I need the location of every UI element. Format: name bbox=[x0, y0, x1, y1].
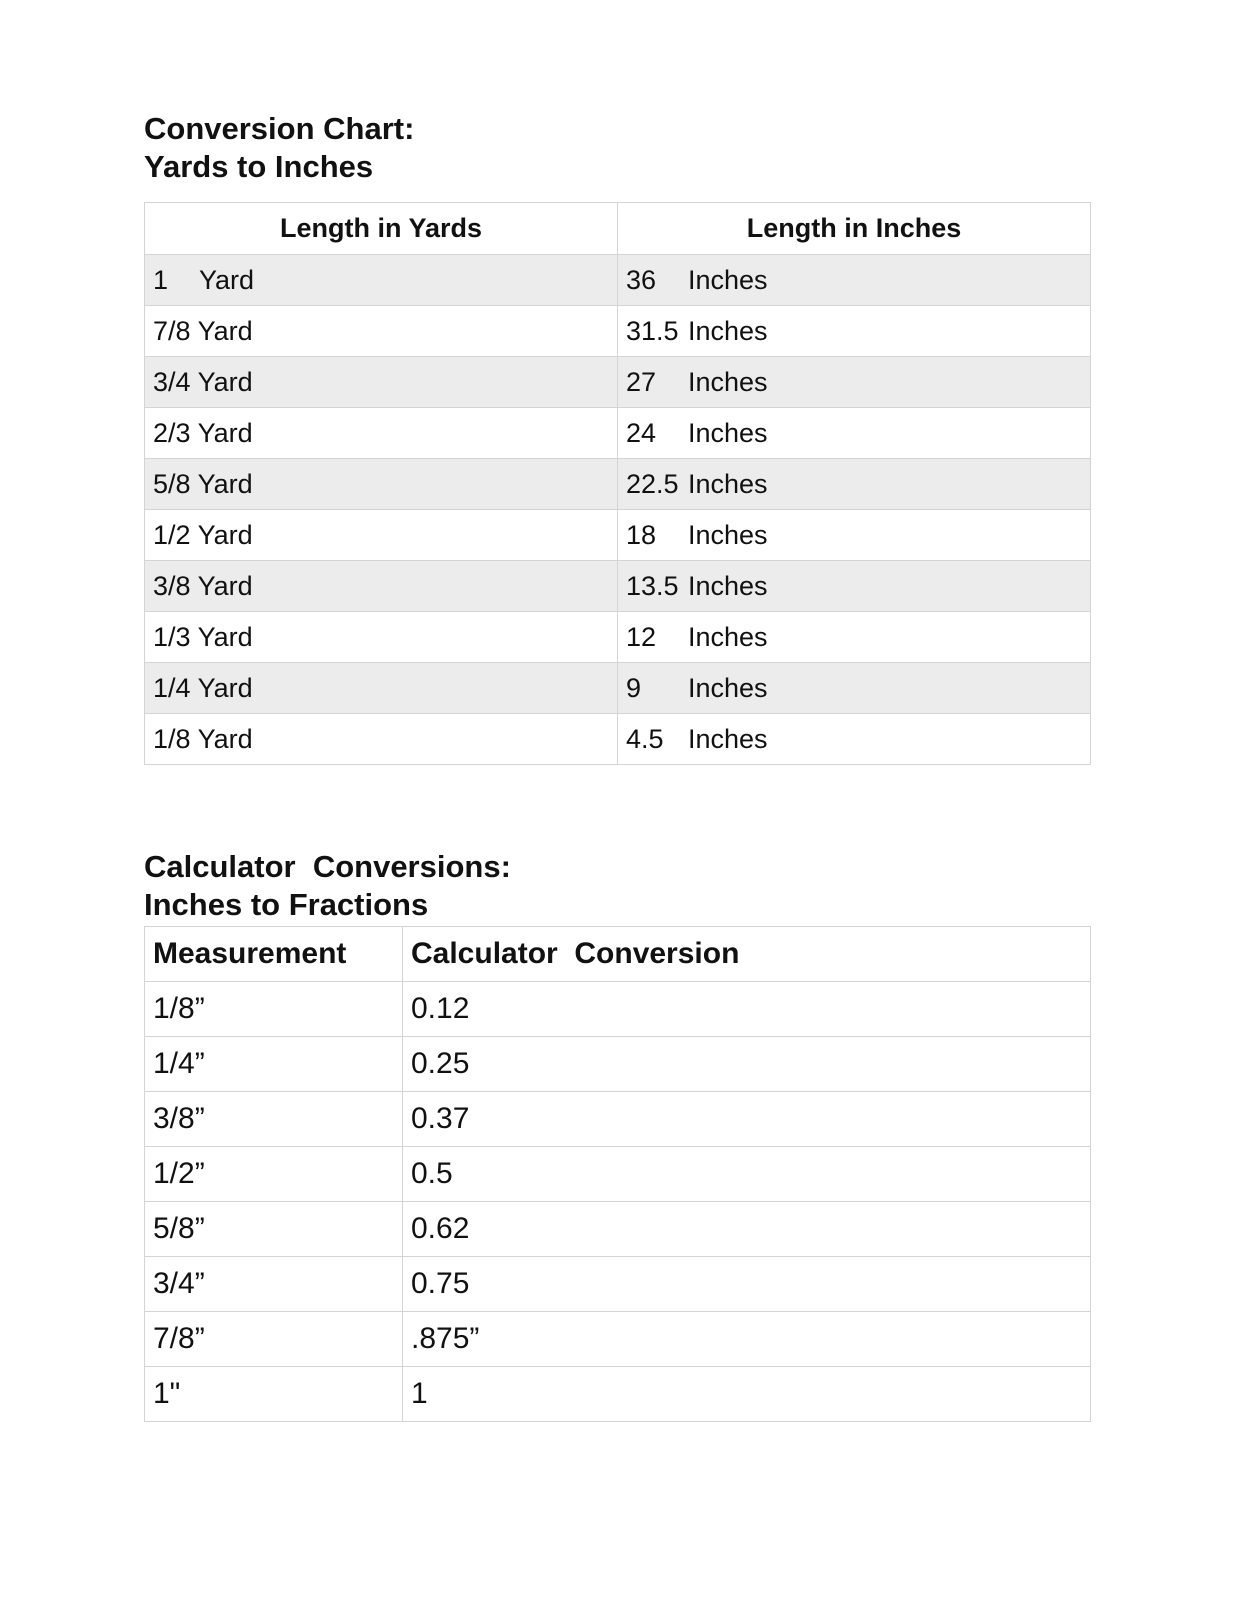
yards-value: 3/4 bbox=[153, 366, 191, 397]
inches-cell bbox=[618, 561, 1091, 612]
yards-value: 7/8 bbox=[153, 315, 191, 346]
table-row bbox=[145, 306, 1091, 357]
header-measurement: Measurement bbox=[145, 927, 403, 982]
yards-cell bbox=[145, 459, 618, 510]
measurement-cell: 7/8” bbox=[145, 1312, 403, 1367]
yards-cell bbox=[145, 357, 618, 408]
yards-cell bbox=[145, 255, 618, 306]
yards-unit: Yard bbox=[197, 366, 253, 397]
calculator-conversions-table bbox=[144, 926, 1091, 1422]
inches-cell bbox=[618, 255, 1091, 306]
yards-unit: Yard bbox=[197, 621, 253, 652]
inches-value: 27 bbox=[626, 366, 657, 397]
conversion-cell: .875” bbox=[403, 1312, 1091, 1367]
yards-value: 1/8 bbox=[153, 723, 191, 754]
inches-cell bbox=[618, 714, 1091, 765]
yards-value: 1/4 bbox=[153, 672, 191, 703]
measurement-cell: 1/4” bbox=[145, 1037, 403, 1092]
yards-cell bbox=[145, 408, 618, 459]
yards-value: 1/2 bbox=[153, 519, 191, 550]
table-row bbox=[145, 408, 1091, 459]
yards-value: 5/8 bbox=[153, 468, 191, 499]
yards-cell bbox=[145, 612, 618, 663]
conversion-cell: 0.25 bbox=[403, 1037, 1091, 1092]
measurement-cell: 3/8” bbox=[145, 1092, 403, 1147]
yards-unit: Yard bbox=[197, 417, 253, 448]
table-row bbox=[145, 255, 1091, 306]
yards-cell bbox=[145, 306, 618, 357]
inches-unit: Inches bbox=[688, 519, 768, 550]
yards-cell bbox=[145, 714, 618, 765]
title-line-2: Yards to Inches bbox=[144, 149, 374, 184]
inches-value: 18 bbox=[626, 519, 657, 550]
table-row bbox=[145, 459, 1091, 510]
conversion-cell: 1 bbox=[403, 1367, 1091, 1422]
yards-unit: Yard bbox=[197, 570, 253, 601]
conversion-cell: 0.62 bbox=[403, 1202, 1091, 1257]
yards-unit: Yard bbox=[197, 672, 253, 703]
table-row bbox=[145, 357, 1091, 408]
conversion-cell: 0.37 bbox=[403, 1092, 1091, 1147]
table-row bbox=[145, 510, 1091, 561]
measurement-cell: 3/4” bbox=[145, 1257, 403, 1312]
table-row bbox=[145, 612, 1091, 663]
inches-unit: Inches bbox=[688, 672, 768, 703]
table-row bbox=[145, 1367, 1091, 1422]
inches-unit: Inches bbox=[688, 264, 768, 295]
inches-cell bbox=[618, 612, 1091, 663]
inches-cell bbox=[618, 408, 1091, 459]
inches-cell bbox=[618, 459, 1091, 510]
yards-unit: Yard bbox=[197, 519, 253, 550]
inches-value: 31.5 bbox=[626, 315, 679, 346]
measurement-cell: 1" bbox=[145, 1367, 403, 1422]
inches-unit: Inches bbox=[688, 417, 768, 448]
yards-cell bbox=[145, 663, 618, 714]
yards-cell bbox=[145, 510, 618, 561]
inches-value: 4.5 bbox=[626, 723, 664, 754]
table-row bbox=[145, 561, 1091, 612]
yards-to-inches-table bbox=[144, 202, 1091, 765]
yards-value: 2/3 bbox=[153, 417, 191, 448]
measurement-cell: 5/8” bbox=[145, 1202, 403, 1257]
header-length-in-inches: Length in Inches bbox=[618, 203, 1091, 255]
table-row bbox=[145, 1257, 1091, 1312]
inches-unit: Inches bbox=[688, 468, 768, 499]
table-row bbox=[145, 1037, 1091, 1092]
inches-cell bbox=[618, 510, 1091, 561]
conversion-cell: 0.12 bbox=[403, 982, 1091, 1037]
table-row bbox=[145, 1312, 1091, 1367]
yards-unit: Yard bbox=[197, 468, 253, 499]
table-row bbox=[145, 1202, 1091, 1257]
yards-value: 1/3 bbox=[153, 621, 191, 652]
yards-value: 3/8 bbox=[153, 570, 191, 601]
title-line-1: Conversion Chart: bbox=[144, 111, 415, 146]
table-header-row bbox=[145, 203, 1091, 255]
yards-cell bbox=[145, 561, 618, 612]
inches-unit: Inches bbox=[688, 366, 768, 397]
header-length-in-yards: Length in Yards bbox=[145, 203, 618, 255]
inches-value: 13.5 bbox=[626, 570, 679, 601]
measurement-cell: 1/2” bbox=[145, 1147, 403, 1202]
inches-unit: Inches bbox=[688, 570, 768, 601]
inches-value: 12 bbox=[626, 621, 657, 652]
inches-unit: Inches bbox=[688, 315, 768, 346]
inches-value: 22.5 bbox=[626, 468, 679, 499]
yards-unit: Yard bbox=[197, 315, 253, 346]
inches-unit: Inches bbox=[688, 621, 768, 652]
inches-unit: Inches bbox=[688, 723, 768, 754]
yards-unit: Yard bbox=[199, 264, 255, 295]
title-line-1: Calculator Conversions: bbox=[144, 849, 511, 884]
title-line-2: Inches to Fractions bbox=[144, 887, 429, 922]
table-row bbox=[145, 714, 1091, 765]
table-row bbox=[145, 1092, 1091, 1147]
header-calculator-conversion: Calculator Conversion bbox=[403, 927, 1091, 982]
inches-to-fractions-title bbox=[144, 848, 511, 924]
measurement-cell: 1/8” bbox=[145, 982, 403, 1037]
inches-cell bbox=[618, 357, 1091, 408]
table-row bbox=[145, 1147, 1091, 1202]
inches-value: 36 bbox=[626, 264, 657, 295]
table-row bbox=[145, 663, 1091, 714]
inches-cell bbox=[618, 306, 1091, 357]
table-row bbox=[145, 982, 1091, 1037]
conversion-cell: 0.75 bbox=[403, 1257, 1091, 1312]
yards-unit: Yard bbox=[197, 723, 253, 754]
conversion-cell: 0.5 bbox=[403, 1147, 1091, 1202]
inches-value: 9 bbox=[626, 672, 642, 703]
yards-to-inches-title bbox=[144, 110, 414, 186]
table-header-row bbox=[145, 927, 1091, 982]
inches-value: 24 bbox=[626, 417, 657, 448]
inches-cell bbox=[618, 663, 1091, 714]
yards-value: 1 bbox=[153, 264, 169, 295]
